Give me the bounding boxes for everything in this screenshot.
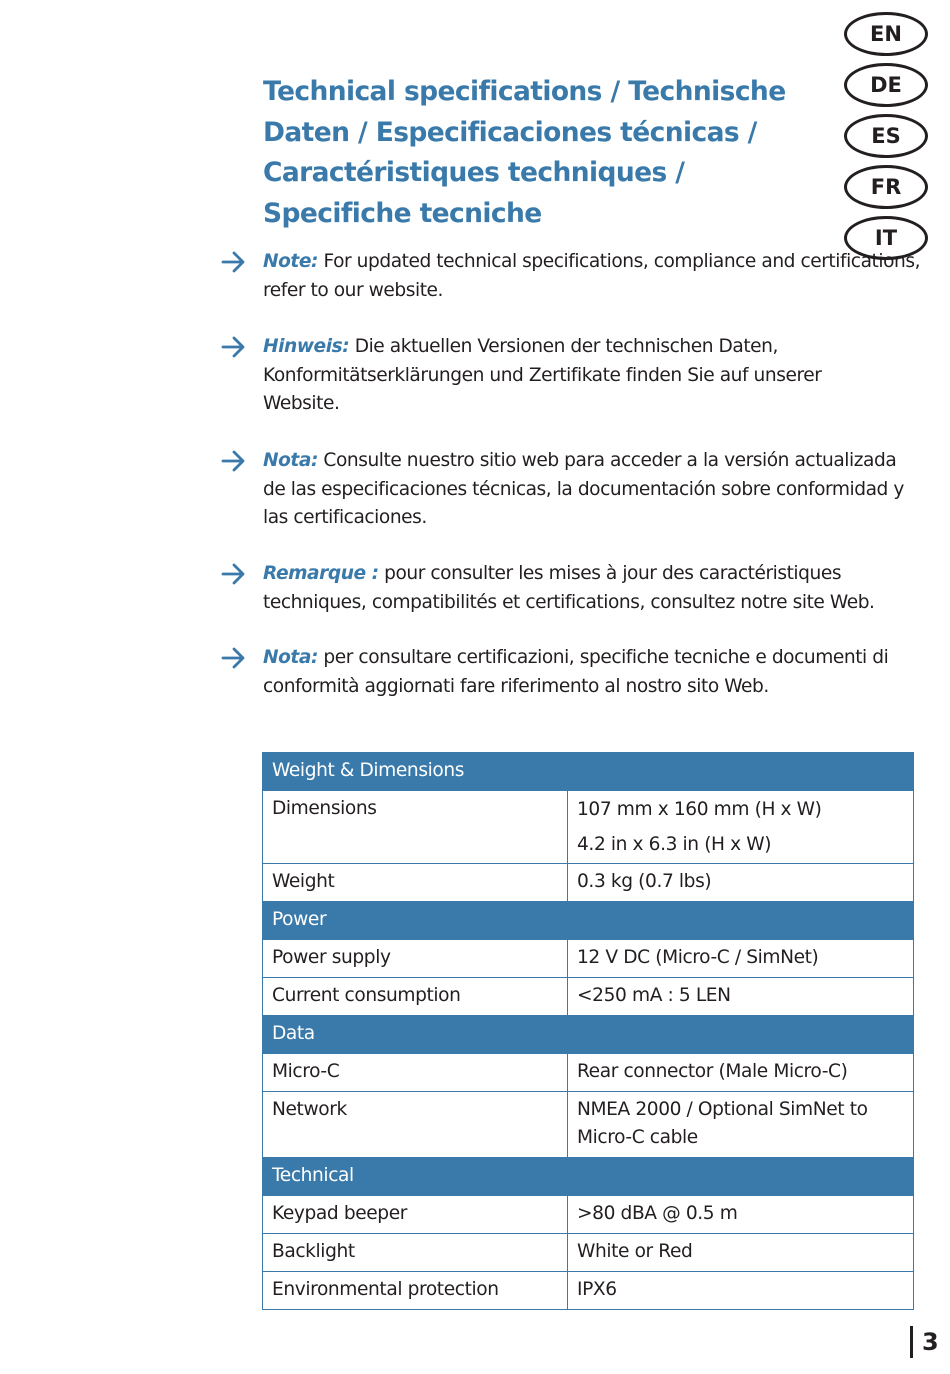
spec-value: <250 mA : 5 LEN [568, 978, 914, 1016]
note-text: Consulte nuestro sitio web para acceder a la versión actualizada de las especificaciones técnicas, la documentación sobre conformidad y las certificaciones. [263, 450, 904, 528]
language-tab-es[interactable]: ES [844, 114, 928, 158]
section-header-data [263, 1016, 914, 1054]
spec-value: Rear connector (Male Micro-C) [568, 1054, 914, 1092]
note-label: Note: [263, 251, 319, 272]
right-arrow-icon [221, 336, 247, 358]
section-header-technical [263, 1158, 914, 1196]
spec-name: Backlight [263, 1234, 568, 1272]
section-header-power [263, 902, 914, 940]
spec-value: IPX6 [568, 1272, 914, 1310]
spec-name: Keypad beeper [263, 1196, 568, 1234]
note-label: Hinweis: [263, 336, 350, 357]
spec-value: 12 V DC (Micro-C / SimNet) [568, 940, 914, 978]
spec-row-backlight [263, 1234, 914, 1272]
spec-value [568, 791, 914, 864]
spec-name: Dimensions [263, 791, 568, 864]
spec-name: Current consumption [263, 978, 568, 1016]
spec-row-dimensions [263, 791, 914, 864]
spec-value-metric: 107 mm x 160 mm (H x W) [577, 799, 822, 820]
right-arrow-icon [221, 563, 247, 585]
language-tab-fr[interactable]: FR [844, 165, 928, 209]
note-fr [221, 560, 921, 617]
note-label: Remarque : [263, 563, 379, 584]
note-text: Die aktuellen Versionen der technischen Daten, Konformitätserklärungen und Zertifikate finden Sie auf unserer Website. [263, 336, 822, 414]
note-de [221, 333, 861, 419]
language-tab-en[interactable]: EN [844, 12, 928, 56]
note-text: per consultare certificazioni, specifiche tecniche e documenti di conformità aggiornati fare riferimento al nostro sito Web. [263, 647, 889, 697]
spec-value: NMEA 2000 / Optional SimNet to Micro-C cable [568, 1092, 914, 1158]
note-es [221, 447, 921, 533]
spec-name: Power supply [263, 940, 568, 978]
language-tab-it[interactable]: IT [844, 216, 928, 260]
page-number [910, 1324, 939, 1360]
language-tab-de[interactable]: DE [844, 63, 928, 107]
right-arrow-icon [221, 647, 247, 669]
spec-row-environmental-protection [263, 1272, 914, 1310]
section-title: Technical [263, 1158, 914, 1196]
note-label: Nota: [263, 647, 318, 668]
page-number-divider [910, 1326, 913, 1358]
spec-row-weight [263, 864, 914, 902]
page-number-value: 3 [922, 1328, 939, 1356]
note-it [221, 644, 921, 701]
spec-name: Network [263, 1092, 568, 1158]
section-title: Power [263, 902, 914, 940]
spec-row-keypad-beeper [263, 1196, 914, 1234]
spec-name: Micro-C [263, 1054, 568, 1092]
page-title: Technical specifications / Technische Daten / Especificaciones técnicas / Caractéristiques techniques / Specifiche tecniche [263, 76, 786, 229]
spec-row-network [263, 1092, 914, 1158]
note-text: pour consulter les mises à jour des caractéristiques techniques, compatibilités et certifications, consultez notre site Web. [263, 563, 875, 613]
spec-row-current-consumption [263, 978, 914, 1016]
note-label: Nota: [263, 450, 318, 471]
right-arrow-icon [221, 450, 247, 472]
note-en [221, 248, 921, 305]
specifications-table [262, 752, 914, 1310]
right-arrow-icon [221, 251, 247, 273]
note-text: For updated technical specifications, compliance and certifications, refer to our website. [263, 251, 921, 301]
spec-name: Environmental protection [263, 1272, 568, 1310]
spec-value: >80 dBA @ 0.5 m [568, 1196, 914, 1234]
section-title: Data [263, 1016, 914, 1054]
spec-value-imperial: 4.2 in x 6.3 in (H x W) [577, 834, 772, 855]
spec-value: 0.3 kg (0.7 lbs) [568, 864, 914, 902]
spec-value: White or Red [568, 1234, 914, 1272]
section-header-weight-dimensions [263, 753, 914, 791]
spec-row-micro-c [263, 1054, 914, 1092]
spec-name: Weight [263, 864, 568, 902]
section-title: Weight & Dimensions [263, 753, 914, 791]
spec-row-power-supply [263, 940, 914, 978]
